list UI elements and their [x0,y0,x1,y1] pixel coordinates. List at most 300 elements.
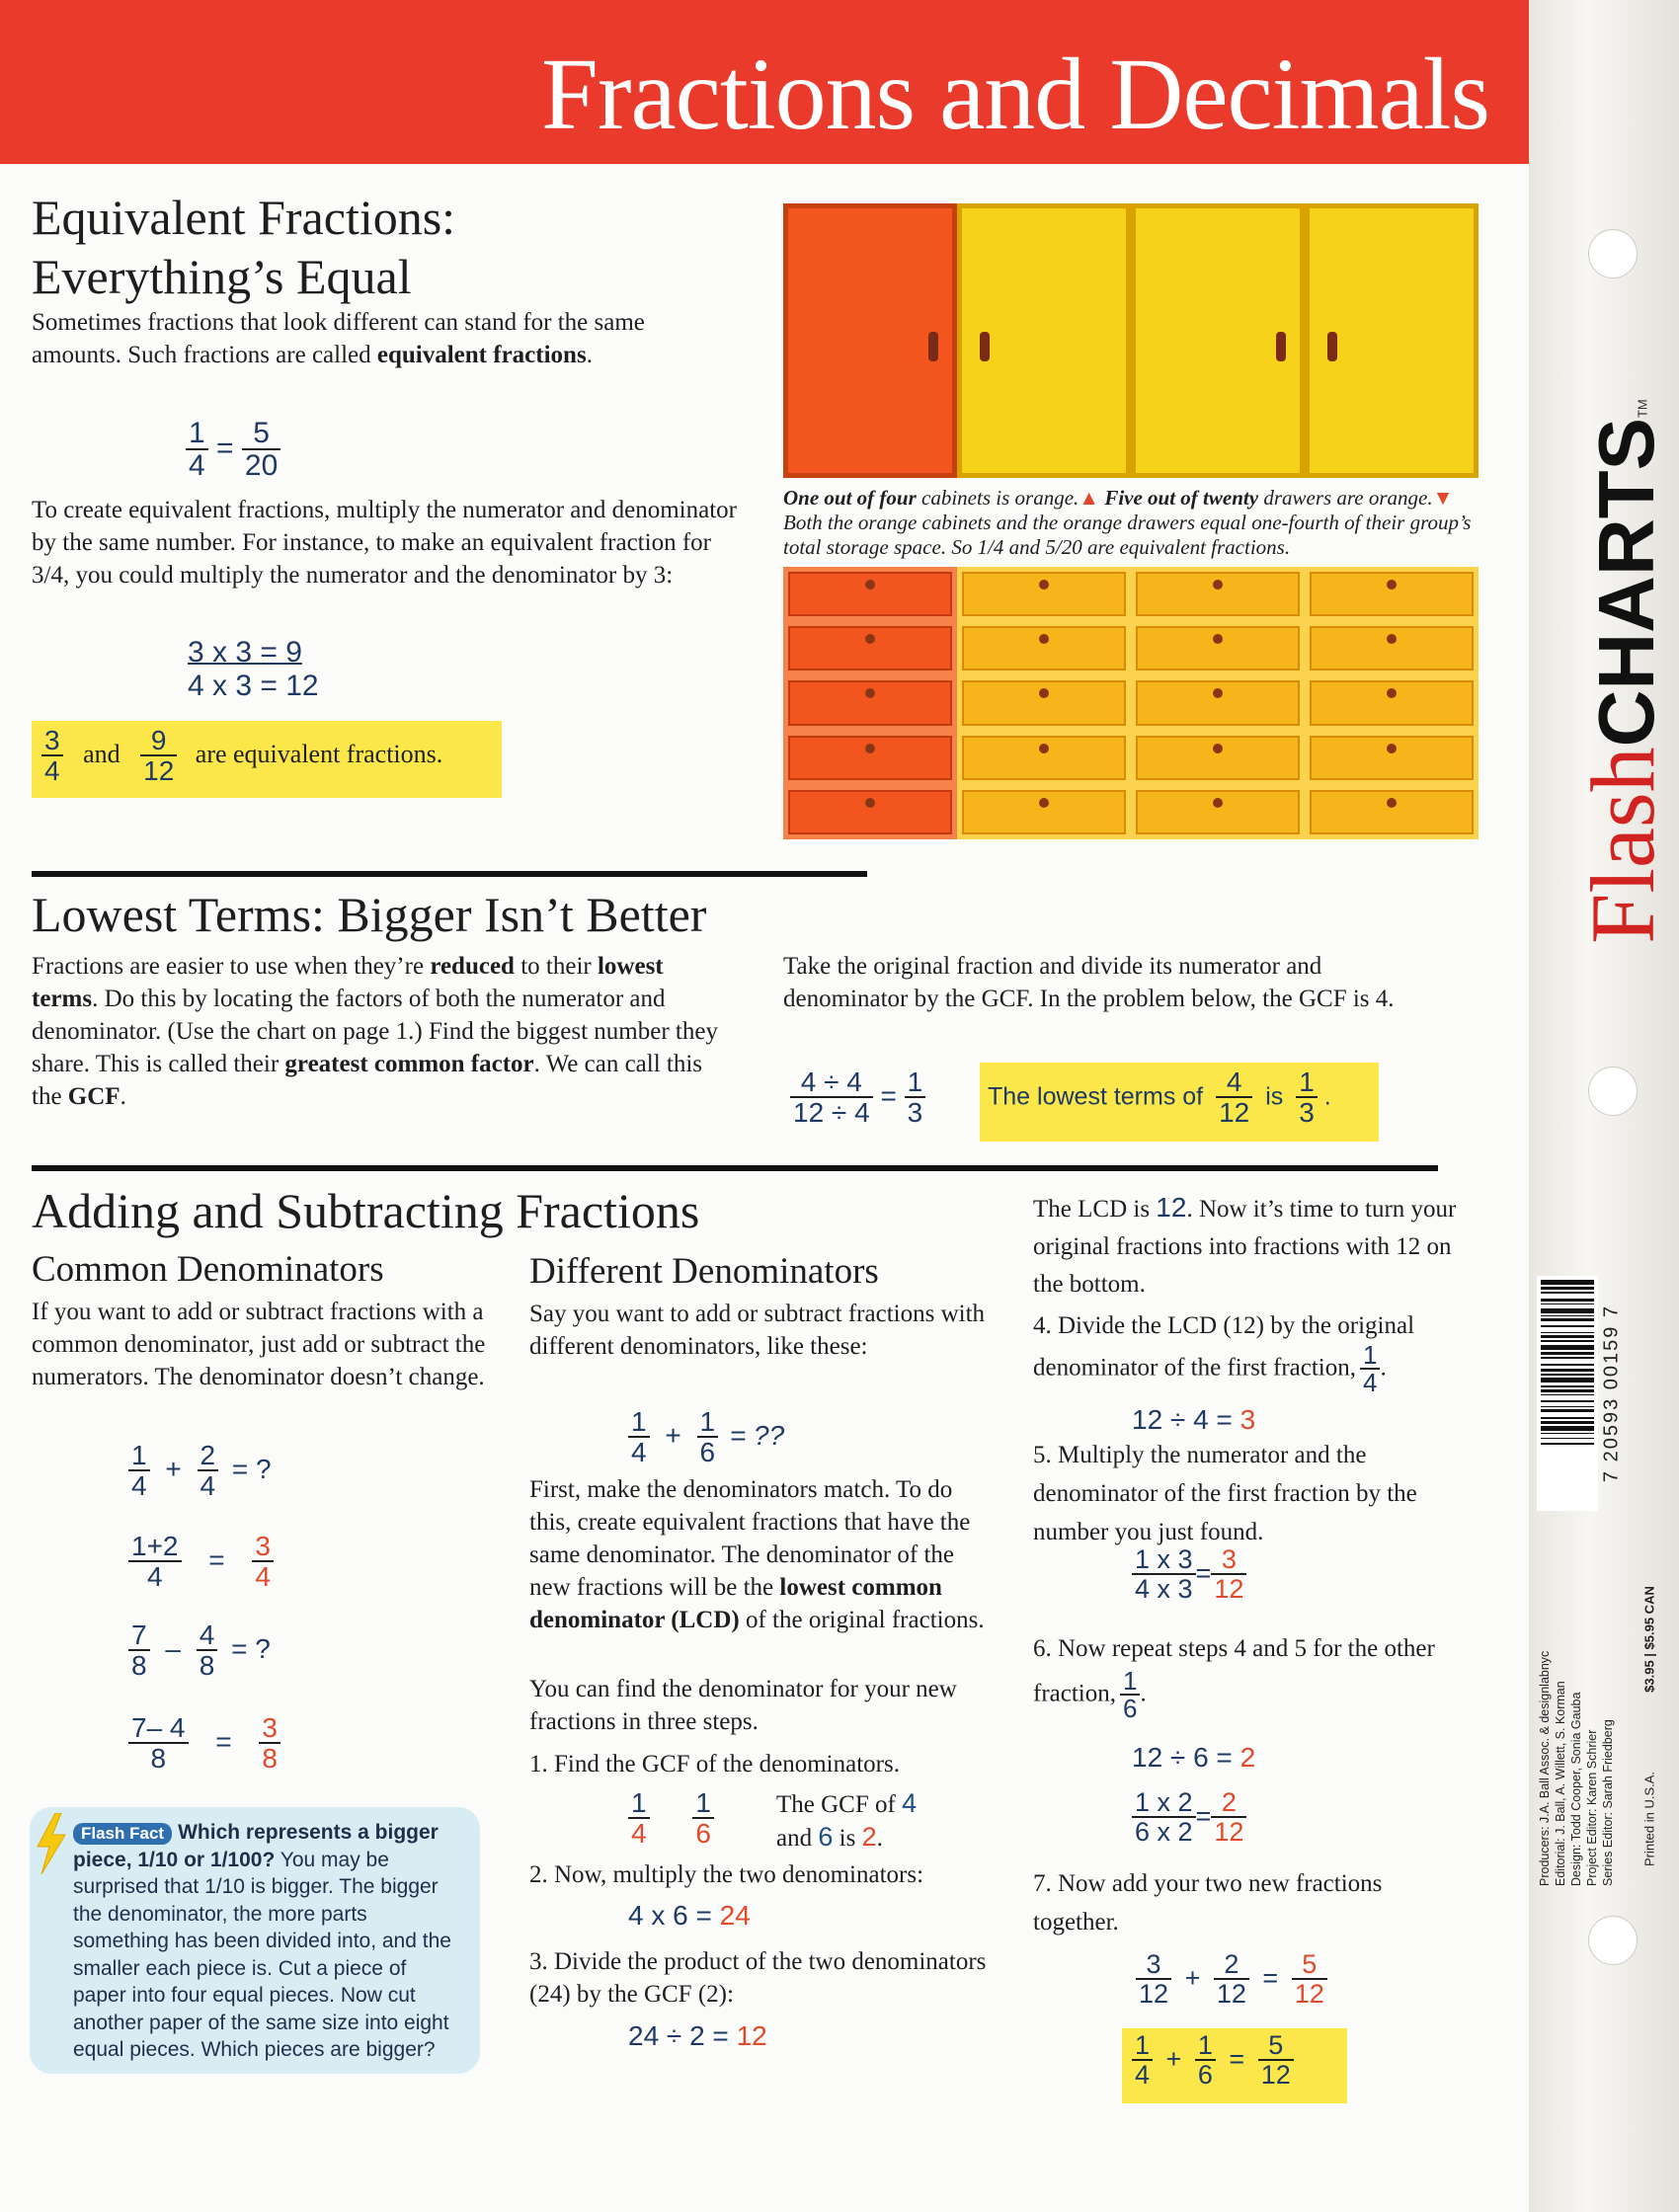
numerator: 7– 4 [128,1714,189,1744]
denominator: 12 [143,755,175,786]
yellow-drawer [1131,675,1305,730]
barcode-bar [1541,1345,1594,1350]
numerator: 1 x 2 [1132,1789,1196,1818]
barcode-bar [1541,1438,1594,1440]
numerator: 1 [128,1442,150,1471]
denominator: 4 [146,1561,163,1592]
text: The GCF of [776,1791,903,1818]
denominator: 12 [1216,1979,1246,2009]
period: . [1380,1354,1387,1382]
numerator: 1 [1120,1668,1140,1696]
numerator: 1 [1296,1068,1318,1098]
barcode-bar [1541,1340,1594,1342]
yellow-drawer [1131,567,1305,621]
fraction [1360,1342,1380,1396]
brand-flash: Flash [1572,747,1673,944]
step-3: 3. Divide the product of the two denominators (24) by the GCF (2): [529,1948,987,2008]
numerator: 1 [905,1068,926,1098]
barcode-bar [1541,1292,1594,1294]
denominator: 12 ÷ 4 [793,1097,870,1128]
step-6 [1033,1629,1468,1722]
fraction [1120,1668,1140,1722]
equals-sign: = [216,432,234,465]
cabinet-handle [1327,332,1337,361]
fraction [1296,1068,1318,1127]
denominator: 4 [131,1470,147,1501]
fraction [628,1408,650,1466]
bold-text: lowest common denominator (LCD) [529,1574,942,1633]
number-6: 6 [818,1822,834,1852]
yellow-drawer [1131,785,1305,839]
plus-sign: + [165,1454,182,1485]
yellow-drawer [1305,785,1479,839]
fraction [259,1714,280,1773]
fraction [628,1789,650,1848]
denominator: 4 [189,449,205,482]
yellow-cabinet [1131,203,1305,478]
fraction [128,1714,189,1773]
fraction [1195,2032,1216,2089]
common-heading: Common Denominators [32,1249,384,1290]
drawer-knob [1213,580,1223,590]
numerator: 4 ÷ 4 [790,1068,873,1098]
yellow-drawer [957,621,1131,675]
number-2: 2 [861,1822,877,1852]
math: 4 x 6 = [628,1900,720,1931]
fraction [252,1533,274,1591]
numerator: 2 [1211,1789,1246,1818]
drawer-knob [1387,744,1397,753]
barcode-bar [1541,1304,1594,1305]
different-text-2 [529,1473,999,1636]
denominator: 6 [695,1818,711,1849]
flash-fact-question: Which represents a bigger piece, 1/10 or 1/100? [73,1821,439,1871]
equals-question: = ? [231,1633,271,1665]
drawer-knob [1213,744,1223,753]
final-answer [1132,2032,1294,2089]
credit-line: Project Editor: Karen Schrier [1585,1729,1599,1886]
number-4: 4 [902,1788,918,1818]
result: 12 [736,2020,767,2051]
box-text: The lowest terms of [988,1082,1204,1111]
barcode-bar [1541,1315,1594,1317]
barcode-bar [1541,1325,1594,1327]
period: . [1140,1680,1147,1707]
drawer-knob [865,580,875,590]
denominator: 12 [1219,1097,1250,1128]
text: . Do this by locating the factors of both the numerator and denominator. (Use the chart on page 1.) Find the biggest number they share. This is called their [32,986,718,1077]
lightning-icon [34,1813,69,1874]
numerator: 7 [128,1621,150,1651]
drawers-illustration [783,567,1479,839]
step-3-math [628,2020,767,2052]
barcode-digits: 7 20593 00159 7 [1600,1304,1623,1483]
equals-sign: = [215,1726,232,1758]
numerator: 4 [197,1621,218,1651]
bold-text: lowest terms [32,953,664,1012]
yellow-drawer [1131,621,1305,675]
cabinet-handle [980,332,990,361]
binder-hole [1588,1066,1638,1116]
drawer-knob [1039,580,1049,590]
denominator: 4 [1362,1368,1378,1397]
credit-line: Series Editor: Sarah Friedberg [1601,1719,1615,1886]
barcode-bar [1541,1280,1594,1285]
denominator: 6 [1197,2060,1213,2090]
yellow-cabinet [1305,203,1479,478]
numerator: 3 [41,727,63,756]
bold-text: reduced [430,953,515,980]
numerator: 1 [1132,2032,1153,2061]
barcode-bar [1541,1409,1594,1412]
text: 6. Now repeat steps 4 and 5 for the other fraction, [1033,1635,1435,1707]
equals-question: = ? [231,1454,272,1485]
gcf-text [776,1787,974,1855]
barcode-bar [1541,1400,1594,1402]
different-example [628,1408,784,1466]
yellow-drawer [957,567,1131,621]
fraction [41,727,63,785]
drawer-knob [1387,580,1397,590]
orange-drawer [783,675,957,730]
step-5-math [1132,1546,1246,1603]
numerator: 1 [692,1789,714,1819]
denominator: 12 [1260,2060,1291,2090]
numerator: 1 [1360,1342,1380,1370]
orange-cabinet [783,203,957,478]
intro-end: . [586,342,593,368]
credit-line: Editorial: J. Ball, A. Willett, S. Korman [1554,1681,1567,1886]
text: . We can call this the [32,1051,703,1110]
denominator: 3 [1299,1097,1315,1128]
plus-sign: + [1165,2043,1182,2074]
numerator: 3 [1211,1546,1246,1575]
barcode-bar [1541,1426,1594,1431]
equals-sign: = [1195,1800,1212,1831]
fraction [128,1621,150,1680]
step-4-math [1132,1404,1255,1436]
drawer-knob [1387,798,1397,808]
fraction [790,1068,873,1127]
numerator: 1 [628,1789,650,1819]
bold-text: greatest common factor [284,1051,534,1077]
barcode-bar [1541,1394,1594,1396]
yellow-drawer [1305,621,1479,675]
denominator: 12 [1294,1979,1324,2009]
binder-hole [1588,1916,1638,1965]
denominator: 4 [1135,2060,1151,2090]
box-text: are equivalent fractions. [195,739,443,768]
step-2-math [628,1900,751,1932]
drawer-knob [1213,634,1223,644]
lowest-highlight-content [988,1068,1331,1127]
text: of the original fractions. [739,1607,985,1633]
credit-line: Design: Todd Cooper, Sonia Gauba [1569,1692,1583,1886]
equals-sign: = [880,1080,897,1112]
barcode-bar [1541,1364,1594,1366]
equals-unknown: = ?? [729,1420,785,1452]
denominator: 6 [1122,1694,1138,1723]
caption-bold-2: Five out of twenty [1104,486,1259,510]
drawer-knob [1213,688,1223,698]
fraction [1211,1789,1246,1846]
barcode-bar [1541,1318,1594,1321]
fraction [1211,1546,1246,1603]
equals-sign: = [208,1544,225,1576]
up-arrow-icon: ▲ [1079,486,1100,510]
barcode-bar [1541,1406,1594,1408]
lowest-heading: Lowest Terms: Bigger Isn’t Better [32,887,707,942]
equivalent-heading-line1: Equivalent Fractions: [32,190,456,245]
barcode-bar [1541,1352,1594,1355]
section-divider [32,871,867,877]
text: Fractions are easier to use when they’re [32,953,431,980]
result: 3 [1239,1404,1256,1435]
fraction [905,1068,926,1127]
barcode [1537,1276,1598,1511]
numerator: 1 x 3 [1132,1546,1196,1575]
drawer-knob [865,634,875,644]
denominator: 4 x 3 [1135,1574,1193,1604]
math: 12 ÷ 6 = [1132,1742,1240,1773]
caption-text-2: drawers are orange. [1258,486,1433,510]
binder-hole [1588,229,1638,278]
common-example-2 [128,1533,274,1591]
math: 24 ÷ 2 = [628,2020,737,2051]
barcode-bar [1541,1332,1594,1334]
barcode-bar [1541,1378,1594,1382]
numerator: 1 [186,419,208,450]
equals-sign: = [1229,2043,1245,2074]
orange-drawer [783,621,957,675]
text: and [776,1825,819,1852]
equals-sign: = [1262,1962,1279,1993]
different-text-3: You can find the denominator for your new fractions in three steps. [529,1676,957,1735]
plus-sign: + [1184,1962,1201,1993]
text: is [833,1825,862,1852]
barcode-bar [1541,1374,1594,1376]
different-text-1: Say you want to add or subtract fractions with different denominators, like these: [529,1301,986,1360]
barcode-bar [1541,1299,1594,1302]
period: . [876,1825,883,1852]
step-1: 1. Find the GCF of the denominators. [529,1751,900,1778]
barcode-bar [1541,1287,1594,1290]
denominator: 4 [631,1818,647,1849]
credit-line: Producers: J.A. Ball Assoc. & designlabnyc [1538,1650,1552,1886]
flash-fact-text: You may be surprised that 1/10 is bigger. The bigger the denominator, the more parts something has been divided into, and the smaller each piece is. Cut a piece of paper into four equal pieces. Now cut another paper of the same size into eight equal pieces. Which pieces are bigger? [73,1848,451,2061]
drawer-knob [1039,688,1049,698]
denominator: 4 [200,1470,216,1501]
fraction [1132,2032,1153,2089]
step-5: 5. Multiply the numerator and the denominator of the first fraction by the number you just found. [1033,1442,1417,1545]
yellow-drawer [957,675,1131,730]
numerator: 2 [1214,1951,1249,1980]
fraction [697,1408,719,1466]
fraction [140,727,177,785]
yellow-drawer [1305,731,1479,785]
denominator: 4 [255,1561,271,1592]
fraction [197,1621,218,1680]
lowest-division-example [790,1068,925,1127]
denominator: 20 [244,449,279,482]
numerator: 5 [1258,2032,1294,2061]
barcode-bar [1541,1389,1594,1392]
barcode-bar [1541,1417,1594,1419]
numerator: 5 [1292,1951,1327,1980]
period: . [1323,1082,1331,1111]
yellow-drawer [957,731,1131,785]
fraction [1132,1546,1196,1603]
lcd-text [1033,1189,1468,1304]
price-text: $3.95 | $5.95 CAN [1641,1586,1657,1693]
barcode-bar [1541,1308,1594,1313]
drawer-knob [865,744,875,753]
plus-sign: + [665,1420,681,1452]
cabinet-handle [1276,332,1286,361]
fraction [128,1442,150,1500]
numerator: 4 [1216,1068,1252,1098]
lcd-number: 12 [1156,1192,1187,1223]
numerator: 3 [1136,1951,1171,1980]
gcf-fractions [628,1789,714,1848]
lowest-left-text [32,950,723,1113]
section-divider [32,1165,1438,1171]
numerator: 1 [628,1408,650,1438]
common-text: If you want to add or subtract fractions with a common denominator, just add or subtract the numerators. The denominator doesn’t change. [32,1299,486,1390]
down-arrow-icon: ▼ [1432,486,1454,510]
multiply-example [188,636,319,703]
equivalent-intro [32,306,664,371]
caption-text-1: cabinets is orange. [916,486,1079,510]
text: 4. Divide the LCD (12) by the original denominator of the first fraction, [1033,1312,1415,1382]
fraction [1216,1068,1252,1127]
is-text: is [1265,1082,1284,1111]
fraction [692,1789,714,1848]
numerator: 2 [198,1442,219,1471]
yellow-drawer [957,785,1131,839]
common-example-4 [128,1714,280,1773]
fraction [242,419,280,482]
math: 12 ÷ 4 = [1132,1404,1240,1435]
equivalent-example [186,419,280,482]
yellow-drawer [1305,567,1479,621]
numerator: 3 [252,1533,274,1562]
denominator: 8 [262,1743,278,1774]
bold-text: GCF [67,1083,120,1110]
denominator: 8 [131,1650,147,1681]
denominator: 4 [631,1437,647,1467]
common-example-3 [128,1621,271,1680]
adding-heading: Adding and Subtracting Fractions [32,1183,700,1238]
numerator: 1+2 [128,1533,182,1562]
numerator: 9 [140,727,177,756]
caption-text-3: Both the orange cabinets and the orange drawers equal one-fourth of their group’s total storage space. So 1/4 and 5/20 are equivalent fractions. [783,511,1472,559]
barcode-bar [1541,1369,1594,1372]
yellow-drawer [1131,731,1305,785]
multiply-bottom: 4 x 3 = 12 [188,670,319,702]
result: 24 [719,1900,751,1931]
printed-text: Printed in U.S.A. [1641,1771,1657,1867]
trademark: TM [1635,399,1650,419]
fraction [1214,1951,1249,2008]
orange-drawer [783,785,957,839]
common-example-1 [128,1442,272,1500]
step-7: 7. Now add your two new fractions together. [1033,1870,1383,1936]
equivalent-para2: To create equivalent fractions, multiply the numerator and denominator by the same number. For instance, to make an equivalent fraction for 3/4, you could multiply the numerator and the denominator by 3: [32,497,737,589]
step-2: 2. Now, multiply the two denominators: [529,1861,924,1888]
fraction [1292,1951,1327,2008]
text: . Now it’s time to turn your original fractions into fractions with 12 on the bottom. [1033,1196,1457,1298]
denominator: 12 [1139,1979,1169,2009]
and-text: and [83,739,120,768]
page-title: Fractions and Decimals [541,38,1489,151]
numerator: 3 [259,1714,280,1744]
fraction [128,1533,182,1591]
numerator: 5 [242,419,280,450]
equivalent-heading [32,188,455,306]
intro-text: Sometimes fractions that look different can stand for the same amounts. Such fractions are called [32,309,645,368]
cabinets-illustration [783,203,1479,478]
denominator: 4 [44,755,60,786]
equals-sign: = [1195,1557,1212,1588]
numerator: 1 [1195,2032,1216,2061]
drawer-knob [1039,634,1049,644]
yellow-drawer [1305,675,1479,730]
drawer-knob [1039,798,1049,808]
denominator: 8 [199,1650,215,1681]
barcode-bar [1541,1385,1594,1387]
step-6-multiply [1132,1789,1246,1846]
drawer-knob [1213,798,1223,808]
barcode-bar [1541,1433,1594,1435]
denominator: 12 [1214,1817,1244,1847]
yellow-cabinet [957,203,1131,478]
cabinet-handle [928,332,938,361]
denominator: 6 [699,1437,716,1467]
numerator: 1 [697,1408,719,1438]
text: to their [514,953,598,980]
barcode-bar [1541,1443,1594,1445]
flash-fact-content [73,1819,464,2064]
intro-bold: equivalent fractions [376,342,587,368]
multiply-top: 3 x 3 = 9 [188,636,302,669]
drawer-knob [1387,688,1397,698]
step-4 [1033,1309,1468,1396]
equivalent-highlight-content [41,727,442,785]
lowest-right-text: Take the original fraction and divide its numerator and denominator by the GCF. In the problem below, the GCF is 4. [783,953,1395,1012]
orange-drawer [783,567,957,621]
fraction [198,1442,219,1500]
step-6-math [1132,1742,1255,1774]
barcode-bar [1541,1421,1594,1424]
fraction [186,419,208,482]
different-heading: Different Denominators [529,1251,879,1292]
step-7-sum [1136,1951,1327,2008]
barcode-bar [1541,1357,1594,1359]
barcode-bar [1541,1335,1594,1338]
drawer-knob [1039,744,1049,753]
text: . [120,1083,126,1110]
minus-sign: – [165,1633,181,1665]
text: First, make the denominators match. To do this, create equivalent fractions that have the same denominator. The denominator of the new fractions will be the [529,1476,971,1601]
flash-fact-badge: Flash Fact [73,1823,172,1845]
drawer-knob [1387,634,1397,644]
title-banner [0,0,1529,164]
equivalent-heading-line2: Everything’s Equal [32,249,412,304]
text: The LCD is [1033,1196,1157,1223]
fraction [1136,1951,1171,2008]
brand-charts: CHARTS [1582,418,1670,748]
